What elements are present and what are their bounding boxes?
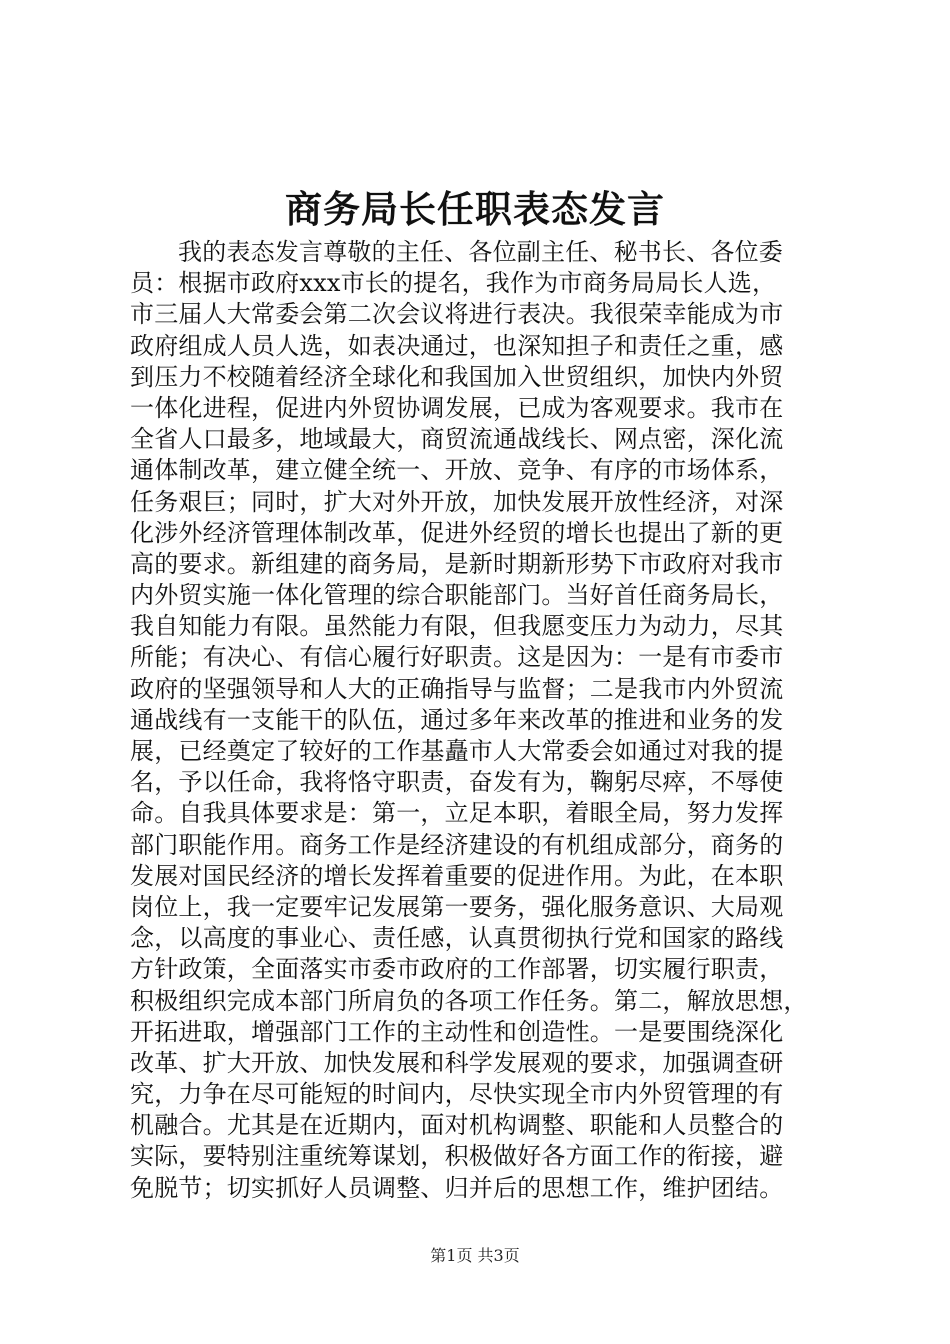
body-line: 部门职能作用。商务工作是经济建设的有机组成部分，商务的 (130, 830, 784, 859)
body-line: 任务艰巨；同时，扩大对外开放，加快发展开放性经济，对深 (130, 487, 784, 516)
body-line: 通体制改革，建立健全统一、开放、竞争、有序的市场体系， (130, 456, 784, 485)
body-line: 实际，要特别注重统筹谋划，积极做好各方面工作的衔接，避 (130, 1142, 784, 1171)
body-line: 到压力不校随着经济全球化和我国加入世贸组织，加快内外贸 (130, 362, 784, 391)
body-line: 通战线有一支能干的队伍，通过多年来改革的推进和业务的发 (130, 705, 784, 734)
body-line: 市三届人大常委会第二次会议将进行表决。我很荣幸能成为市 (130, 300, 784, 329)
body-line: 究，力争在尽可能短的时间内，尽快实现全市内外贸管理的有 (130, 1080, 784, 1109)
body-line: 岗位上，我一定要牢记发展第一要务，强化服务意识、大局观 (130, 892, 784, 921)
body-line: 名，予以任命，我将恪守职责，奋发有为，鞠躬尽瘁，不辱使 (130, 768, 784, 797)
body-line: 化涉外经济管理体制改革，促进外经贸的增长也提出了新的更 (130, 518, 784, 547)
body-line: 高的要求。新组建的商务局，是新时期新形势下市政府对我市 (130, 549, 784, 578)
document-body (130, 237, 820, 1204)
body-line: 免脱节；切实抓好人员调整、归并后的思想工作，维护团结。 (130, 1173, 784, 1202)
body-line: 一体化进程，促进内外贸协调发展，已成为客观要求。我市在 (130, 393, 784, 422)
body-line: 展，已经奠定了较好的工作基矗市人大常委会如通过对我的提 (130, 737, 784, 765)
document-title: 商务局长任职表态发言 (285, 187, 665, 231)
body-line: 政府组成人员人选，如表决通过，也深知担子和责任之重，感 (130, 331, 784, 360)
body-line: 所能；有决心、有信心履行好职责。这是因为：一是有市委市 (130, 643, 784, 672)
body-line: 机融合。尤其是在近期内，面对机构调整、职能和人员整合的 (130, 1111, 784, 1140)
body-line: 积极组织完成本部门所肩负的各项工作任务。第二，解放思想， (130, 986, 808, 1015)
body-line: 发展对国民经济的增长发挥着重要的促进作用。为此，在本职 (130, 861, 784, 890)
body-line: 员：根据市政府xxx市长的提名，我作为市商务局局长人选， (130, 269, 777, 298)
body-line: 我自知能力有限。虽然能力有限，但我愿变压力为动力，尽其 (130, 612, 784, 641)
body-line: 我的表态发言尊敬的主任、各位副主任、秘书长、各位委 (178, 238, 783, 266)
body-line: 命。自我具体要求是：第一，立足本职，着眼全局，努力发挥 (130, 799, 784, 828)
body-line: 政府的坚强领导和人大的正确指导与监督；二是我市内外贸流 (130, 674, 784, 703)
body-line: 方针政策，全面落实市委市政府的工作部署，切实履行职责， (130, 955, 784, 984)
body-line: 念，以高度的事业心、责任感，认真贯彻执行党和国家的路线 (130, 924, 784, 953)
body-line: 内外贸实施一体化管理的综合职能部门。当好首任商务局长， (130, 581, 784, 610)
body-line: 全省人口最多，地域最大，商贸流通战线长、网点密，深化流 (130, 425, 784, 454)
body-line: 改革、扩大开放、加快发展和科学发展观的要求，加强调查研 (130, 1048, 784, 1077)
body-line: 开拓进取，增强部门工作的主动性和创造性。一是要围绕深化 (130, 1017, 784, 1046)
page-number-footer: 第1页 共3页 (430, 1246, 520, 1265)
